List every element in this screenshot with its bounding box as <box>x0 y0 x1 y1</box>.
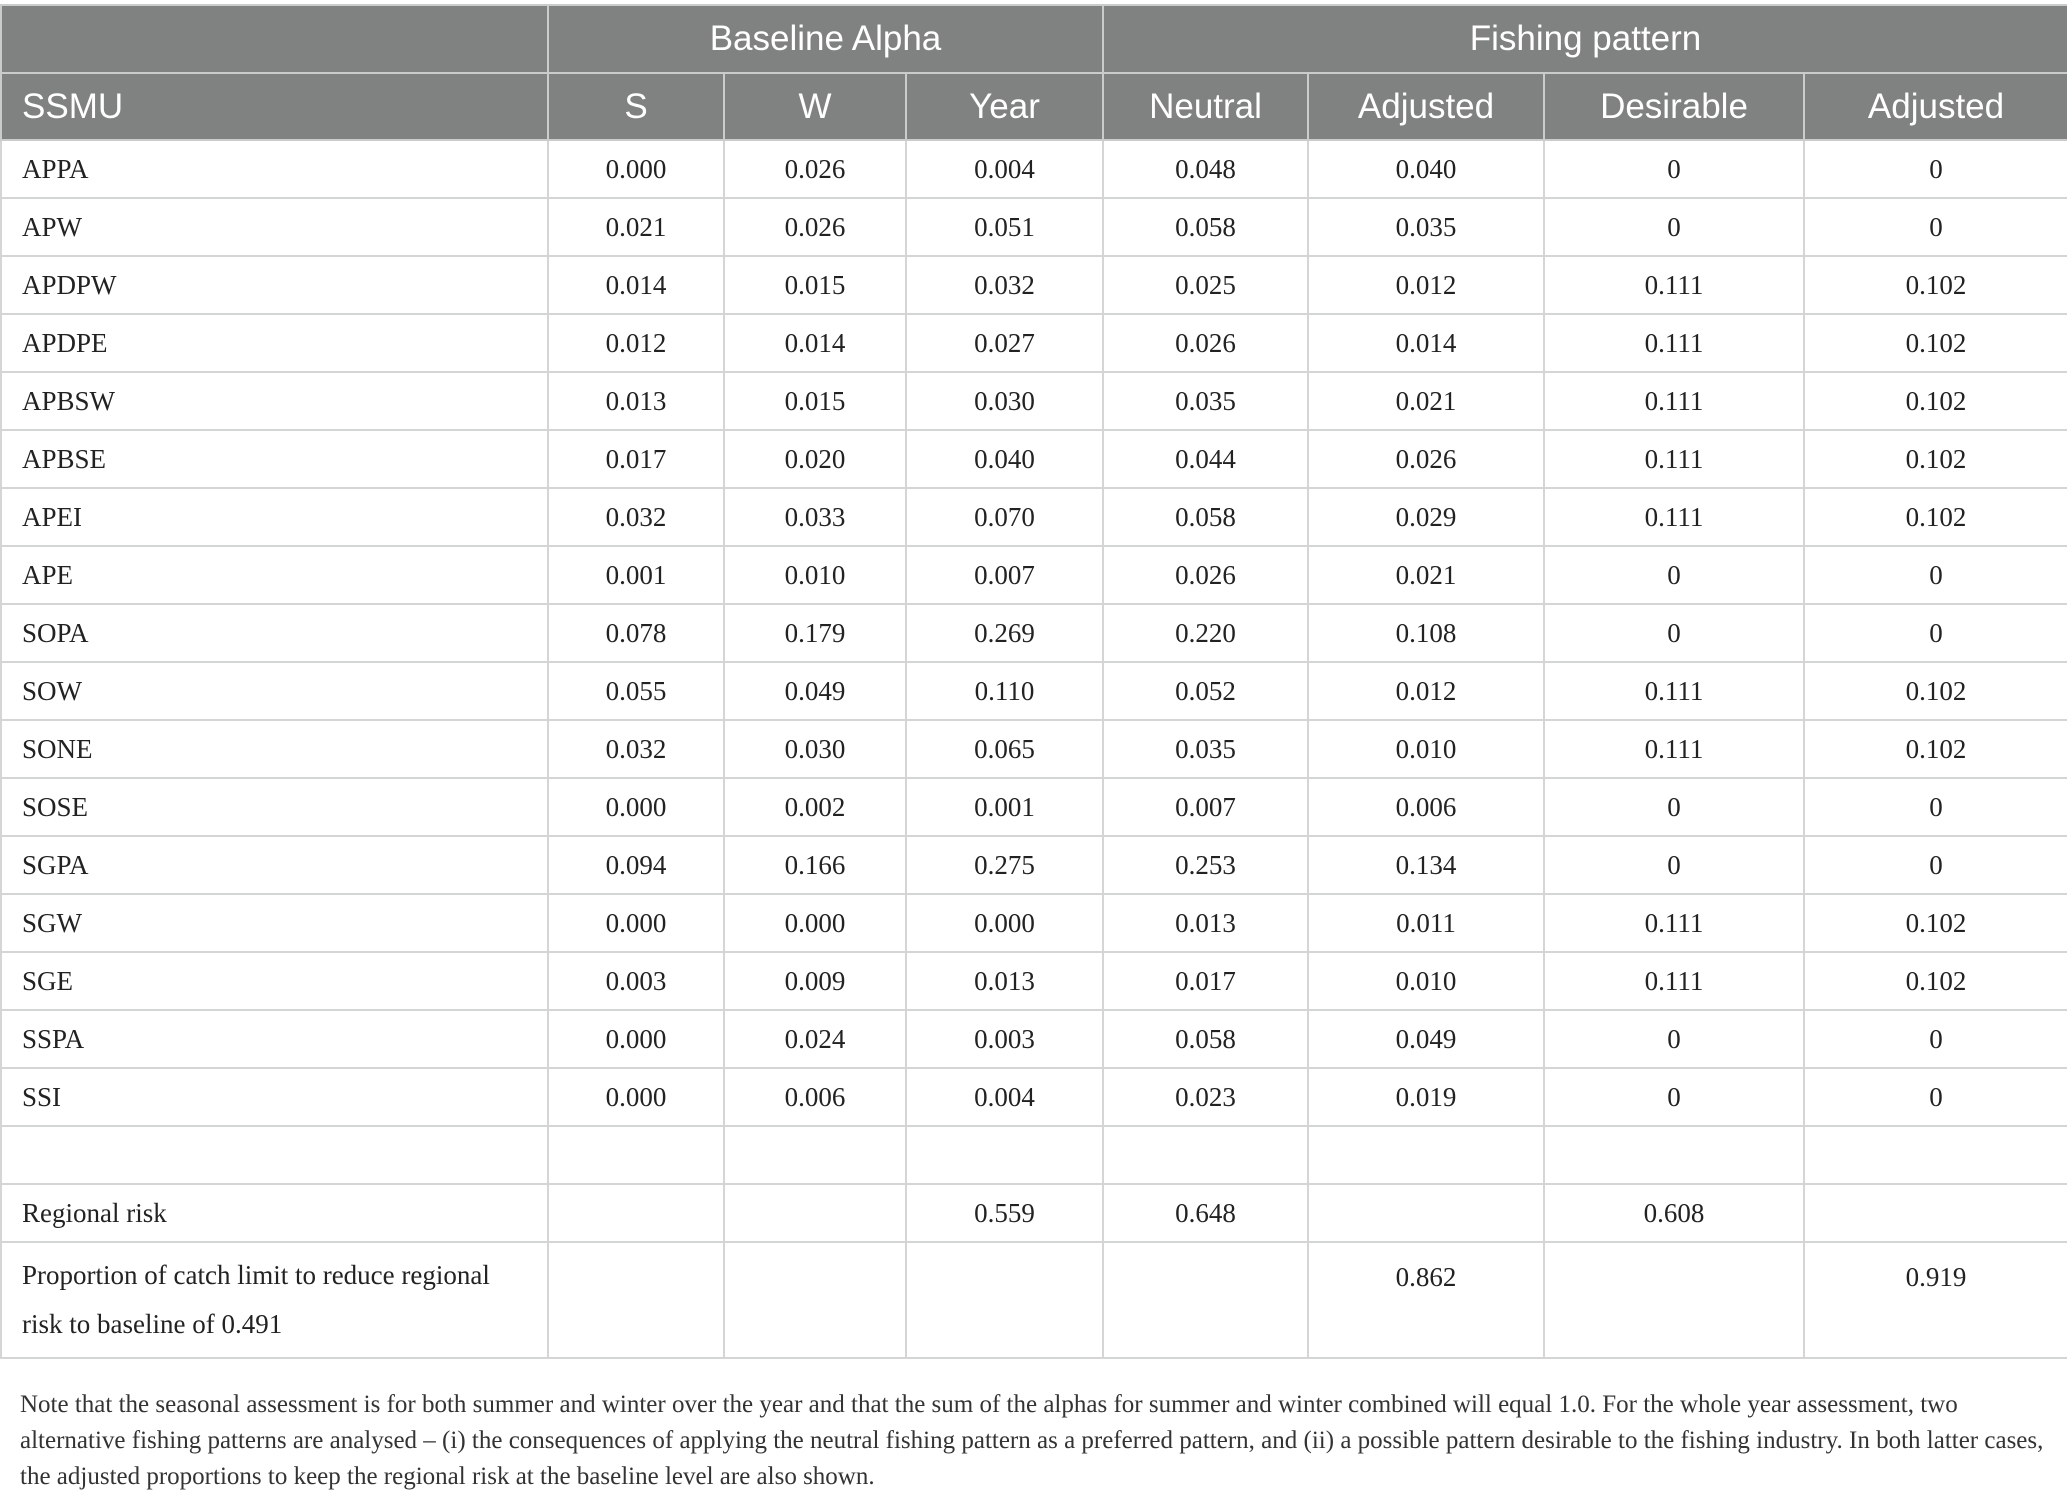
ssmu-name: SOSE <box>1 778 548 836</box>
cell-empty <box>548 1184 724 1242</box>
value-s: 0.012 <box>548 314 724 372</box>
value-adjusted-neutral: 0.049 <box>1308 1010 1544 1068</box>
header-adjusted-desirable: Adjusted <box>1804 73 2067 140</box>
value-desirable: 0.111 <box>1544 372 1804 430</box>
value-year: 0.275 <box>906 836 1103 894</box>
value-neutral: 0.058 <box>1103 1010 1308 1068</box>
ssmu-name: SONE <box>1 720 548 778</box>
value-neutral: 0.007 <box>1103 778 1308 836</box>
value-adjusted-neutral: 0.029 <box>1308 488 1544 546</box>
value-desirable: 0.111 <box>1544 488 1804 546</box>
ssmu-name: SOW <box>1 662 548 720</box>
value-year: 0.070 <box>906 488 1103 546</box>
value-adjusted-desirable: 0.102 <box>1804 720 2067 778</box>
blank-cell <box>548 1126 724 1184</box>
proportion-label-line1: Proportion of catch limit to reduce regional <box>22 1260 490 1290</box>
ssmu-name: APEI <box>1 488 548 546</box>
value-desirable: 0 <box>1544 546 1804 604</box>
value-year: 0.027 <box>906 314 1103 372</box>
value-desirable: 0 <box>1544 140 1804 198</box>
table-row <box>1 1010 2067 1068</box>
value-s: 0.000 <box>548 140 724 198</box>
ssmu-name: APDPE <box>1 314 548 372</box>
regional-risk-row <box>1 1184 2067 1242</box>
header-group-baseline-alpha: Baseline Alpha <box>548 5 1103 73</box>
value-s: 0.013 <box>548 372 724 430</box>
table-row <box>1 662 2067 720</box>
value-adjusted-neutral: 0.026 <box>1308 430 1544 488</box>
value-desirable: 0 <box>1544 198 1804 256</box>
value-adjusted-desirable: 0 <box>1804 546 2067 604</box>
ssmu-name: APPA <box>1 140 548 198</box>
proportion-adjusted-neutral: 0.862 <box>1308 1242 1544 1358</box>
value-adjusted-neutral: 0.010 <box>1308 952 1544 1010</box>
value-year: 0.032 <box>906 256 1103 314</box>
value-year: 0.110 <box>906 662 1103 720</box>
value-desirable: 0 <box>1544 1068 1804 1126</box>
ssmu-name: SGW <box>1 894 548 952</box>
value-neutral: 0.048 <box>1103 140 1308 198</box>
value-year: 0.065 <box>906 720 1103 778</box>
ssmu-name: SSI <box>1 1068 548 1126</box>
value-desirable: 0.111 <box>1544 720 1804 778</box>
value-desirable: 0.111 <box>1544 430 1804 488</box>
value-s: 0.032 <box>548 488 724 546</box>
value-adjusted-desirable: 0.102 <box>1804 314 2067 372</box>
value-year: 0.000 <box>906 894 1103 952</box>
header-column-row <box>1 73 2067 140</box>
value-w: 0.020 <box>724 430 906 488</box>
value-adjusted-desirable: 0.102 <box>1804 952 2067 1010</box>
blank-cell <box>1804 1126 2067 1184</box>
value-adjusted-desirable: 0 <box>1804 836 2067 894</box>
ssmu-name: APW <box>1 198 548 256</box>
cell-empty <box>1103 1242 1308 1358</box>
value-desirable: 0.111 <box>1544 314 1804 372</box>
data-table <box>0 4 2067 1359</box>
value-w: 0.015 <box>724 256 906 314</box>
value-desirable: 0.111 <box>1544 894 1804 952</box>
blank-row <box>1 1126 2067 1184</box>
proportion-adjusted-desirable: 0.919 <box>1804 1242 2067 1358</box>
ssmu-name: SGE <box>1 952 548 1010</box>
value-desirable: 0 <box>1544 604 1804 662</box>
blank-cell <box>1 1126 548 1184</box>
value-adjusted-desirable: 0.102 <box>1804 488 2067 546</box>
blank-cell <box>906 1126 1103 1184</box>
table-row <box>1 952 2067 1010</box>
blank-cell <box>1544 1126 1804 1184</box>
value-w: 0.009 <box>724 952 906 1010</box>
regional-risk-neutral: 0.648 <box>1103 1184 1308 1242</box>
value-neutral: 0.044 <box>1103 430 1308 488</box>
table-row <box>1 198 2067 256</box>
value-desirable: 0 <box>1544 836 1804 894</box>
value-s: 0.000 <box>548 778 724 836</box>
proportion-label-line2: risk to baseline of 0.491 <box>22 1309 283 1339</box>
value-adjusted-desirable: 0.102 <box>1804 662 2067 720</box>
table-row <box>1 430 2067 488</box>
value-s: 0.003 <box>548 952 724 1010</box>
value-adjusted-neutral: 0.006 <box>1308 778 1544 836</box>
header-year: Year <box>906 73 1103 140</box>
blank-cell <box>1103 1126 1308 1184</box>
cell-empty <box>548 1242 724 1358</box>
value-neutral: 0.253 <box>1103 836 1308 894</box>
value-adjusted-desirable: 0.102 <box>1804 372 2067 430</box>
table-row <box>1 604 2067 662</box>
cell-empty <box>1804 1184 2067 1242</box>
ssmu-name: SSPA <box>1 1010 548 1068</box>
value-w: 0.166 <box>724 836 906 894</box>
value-adjusted-neutral: 0.012 <box>1308 256 1544 314</box>
table-row <box>1 894 2067 952</box>
value-year: 0.013 <box>906 952 1103 1010</box>
regional-risk-desirable: 0.608 <box>1544 1184 1804 1242</box>
value-w: 0.000 <box>724 894 906 952</box>
cell-empty <box>724 1184 906 1242</box>
value-w: 0.015 <box>724 372 906 430</box>
ssmu-name: APBSE <box>1 430 548 488</box>
value-w: 0.002 <box>724 778 906 836</box>
cell-empty <box>1308 1184 1544 1242</box>
table-row <box>1 546 2067 604</box>
value-desirable: 0.111 <box>1544 952 1804 1010</box>
ssmu-name: APDPW <box>1 256 548 314</box>
table-row <box>1 140 2067 198</box>
table-row <box>1 1068 2067 1126</box>
value-s: 0.000 <box>548 894 724 952</box>
value-desirable: 0.111 <box>1544 256 1804 314</box>
cell-empty <box>724 1242 906 1358</box>
value-year: 0.004 <box>906 1068 1103 1126</box>
header-blank-cell <box>1 5 548 73</box>
value-s: 0.032 <box>548 720 724 778</box>
value-w: 0.179 <box>724 604 906 662</box>
value-neutral: 0.052 <box>1103 662 1308 720</box>
ssmu-name: SGPA <box>1 836 548 894</box>
table-row <box>1 256 2067 314</box>
header-neutral: Neutral <box>1103 73 1308 140</box>
table-header <box>1 5 2067 140</box>
value-neutral: 0.013 <box>1103 894 1308 952</box>
cell-empty <box>906 1242 1103 1358</box>
value-year: 0.001 <box>906 778 1103 836</box>
value-adjusted-neutral: 0.040 <box>1308 140 1544 198</box>
value-w: 0.033 <box>724 488 906 546</box>
table-body <box>1 140 2067 1358</box>
value-year: 0.003 <box>906 1010 1103 1068</box>
header-adjusted-neutral: Adjusted <box>1308 73 1544 140</box>
value-adjusted-desirable: 0 <box>1804 778 2067 836</box>
ssmu-name: APBSW <box>1 372 548 430</box>
value-s: 0.001 <box>548 546 724 604</box>
regional-risk-label: Regional risk <box>1 1184 548 1242</box>
value-w: 0.026 <box>724 198 906 256</box>
value-adjusted-desirable: 0 <box>1804 1068 2067 1126</box>
value-s: 0.094 <box>548 836 724 894</box>
table-footnote: Note that the seasonal assessment is for both summer and winter over the year and that the sum of the alphas for summer and winter combined will equal 1.0. For the whole year assessment, two alternative fishing patterns are analysed – (i) the consequences of applying the neutral fishing pattern as a preferred pattern, and (ii) a possible pattern desirable to the fishing industry. In both latter cases, the adjusted proportions to keep the regional risk at the baseline level are also shown. <box>20 1391 2044 1490</box>
value-adjusted-desirable: 0 <box>1804 198 2067 256</box>
header-group-fishing-pattern: Fishing pattern <box>1103 5 2067 73</box>
value-adjusted-neutral: 0.011 <box>1308 894 1544 952</box>
value-adjusted-neutral: 0.012 <box>1308 662 1544 720</box>
value-year: 0.007 <box>906 546 1103 604</box>
value-adjusted-neutral: 0.134 <box>1308 836 1544 894</box>
value-neutral: 0.023 <box>1103 1068 1308 1126</box>
value-neutral: 0.220 <box>1103 604 1308 662</box>
table-row <box>1 720 2067 778</box>
value-neutral: 0.026 <box>1103 546 1308 604</box>
value-w: 0.014 <box>724 314 906 372</box>
value-adjusted-neutral: 0.014 <box>1308 314 1544 372</box>
value-adjusted-neutral: 0.035 <box>1308 198 1544 256</box>
header-desirable: Desirable <box>1544 73 1804 140</box>
value-w: 0.024 <box>724 1010 906 1068</box>
blank-cell <box>1308 1126 1544 1184</box>
value-desirable: 0 <box>1544 1010 1804 1068</box>
value-year: 0.051 <box>906 198 1103 256</box>
value-adjusted-neutral: 0.021 <box>1308 372 1544 430</box>
value-w: 0.006 <box>724 1068 906 1126</box>
value-adjusted-desirable: 0.102 <box>1804 256 2067 314</box>
value-desirable: 0 <box>1544 778 1804 836</box>
table-container <box>0 4 2067 1359</box>
value-neutral: 0.058 <box>1103 488 1308 546</box>
value-s: 0.000 <box>548 1068 724 1126</box>
value-w: 0.049 <box>724 662 906 720</box>
value-year: 0.040 <box>906 430 1103 488</box>
value-w: 0.030 <box>724 720 906 778</box>
value-adjusted-neutral: 0.019 <box>1308 1068 1544 1126</box>
value-desirable: 0.111 <box>1544 662 1804 720</box>
header-ssmu: SSMU <box>1 73 548 140</box>
value-w: 0.010 <box>724 546 906 604</box>
value-neutral: 0.026 <box>1103 314 1308 372</box>
value-year: 0.004 <box>906 140 1103 198</box>
value-s: 0.000 <box>548 1010 724 1068</box>
value-adjusted-neutral: 0.010 <box>1308 720 1544 778</box>
blank-cell <box>724 1126 906 1184</box>
value-adjusted-neutral: 0.108 <box>1308 604 1544 662</box>
header-w: W <box>724 73 906 140</box>
table-row <box>1 836 2067 894</box>
value-adjusted-desirable: 0.102 <box>1804 894 2067 952</box>
value-s: 0.078 <box>548 604 724 662</box>
value-year: 0.269 <box>906 604 1103 662</box>
value-neutral: 0.058 <box>1103 198 1308 256</box>
value-adjusted-neutral: 0.021 <box>1308 546 1544 604</box>
value-s: 0.014 <box>548 256 724 314</box>
proportion-row <box>1 1242 2067 1358</box>
header-s: S <box>548 73 724 140</box>
value-s: 0.021 <box>548 198 724 256</box>
ssmu-name: APE <box>1 546 548 604</box>
value-adjusted-desirable: 0.102 <box>1804 430 2067 488</box>
proportion-label <box>1 1242 548 1358</box>
table-row <box>1 488 2067 546</box>
value-neutral: 0.017 <box>1103 952 1308 1010</box>
value-neutral: 0.025 <box>1103 256 1308 314</box>
value-s: 0.055 <box>548 662 724 720</box>
table-row <box>1 778 2067 836</box>
regional-risk-year: 0.559 <box>906 1184 1103 1242</box>
value-adjusted-desirable: 0 <box>1804 1010 2067 1068</box>
ssmu-name: SOPA <box>1 604 548 662</box>
table-row <box>1 372 2067 430</box>
value-s: 0.017 <box>548 430 724 488</box>
header-group-row <box>1 5 2067 73</box>
value-adjusted-desirable: 0 <box>1804 604 2067 662</box>
value-neutral: 0.035 <box>1103 372 1308 430</box>
cell-empty <box>1544 1242 1804 1358</box>
value-w: 0.026 <box>724 140 906 198</box>
value-neutral: 0.035 <box>1103 720 1308 778</box>
table-row <box>1 314 2067 372</box>
value-year: 0.030 <box>906 372 1103 430</box>
value-adjusted-desirable: 0 <box>1804 140 2067 198</box>
